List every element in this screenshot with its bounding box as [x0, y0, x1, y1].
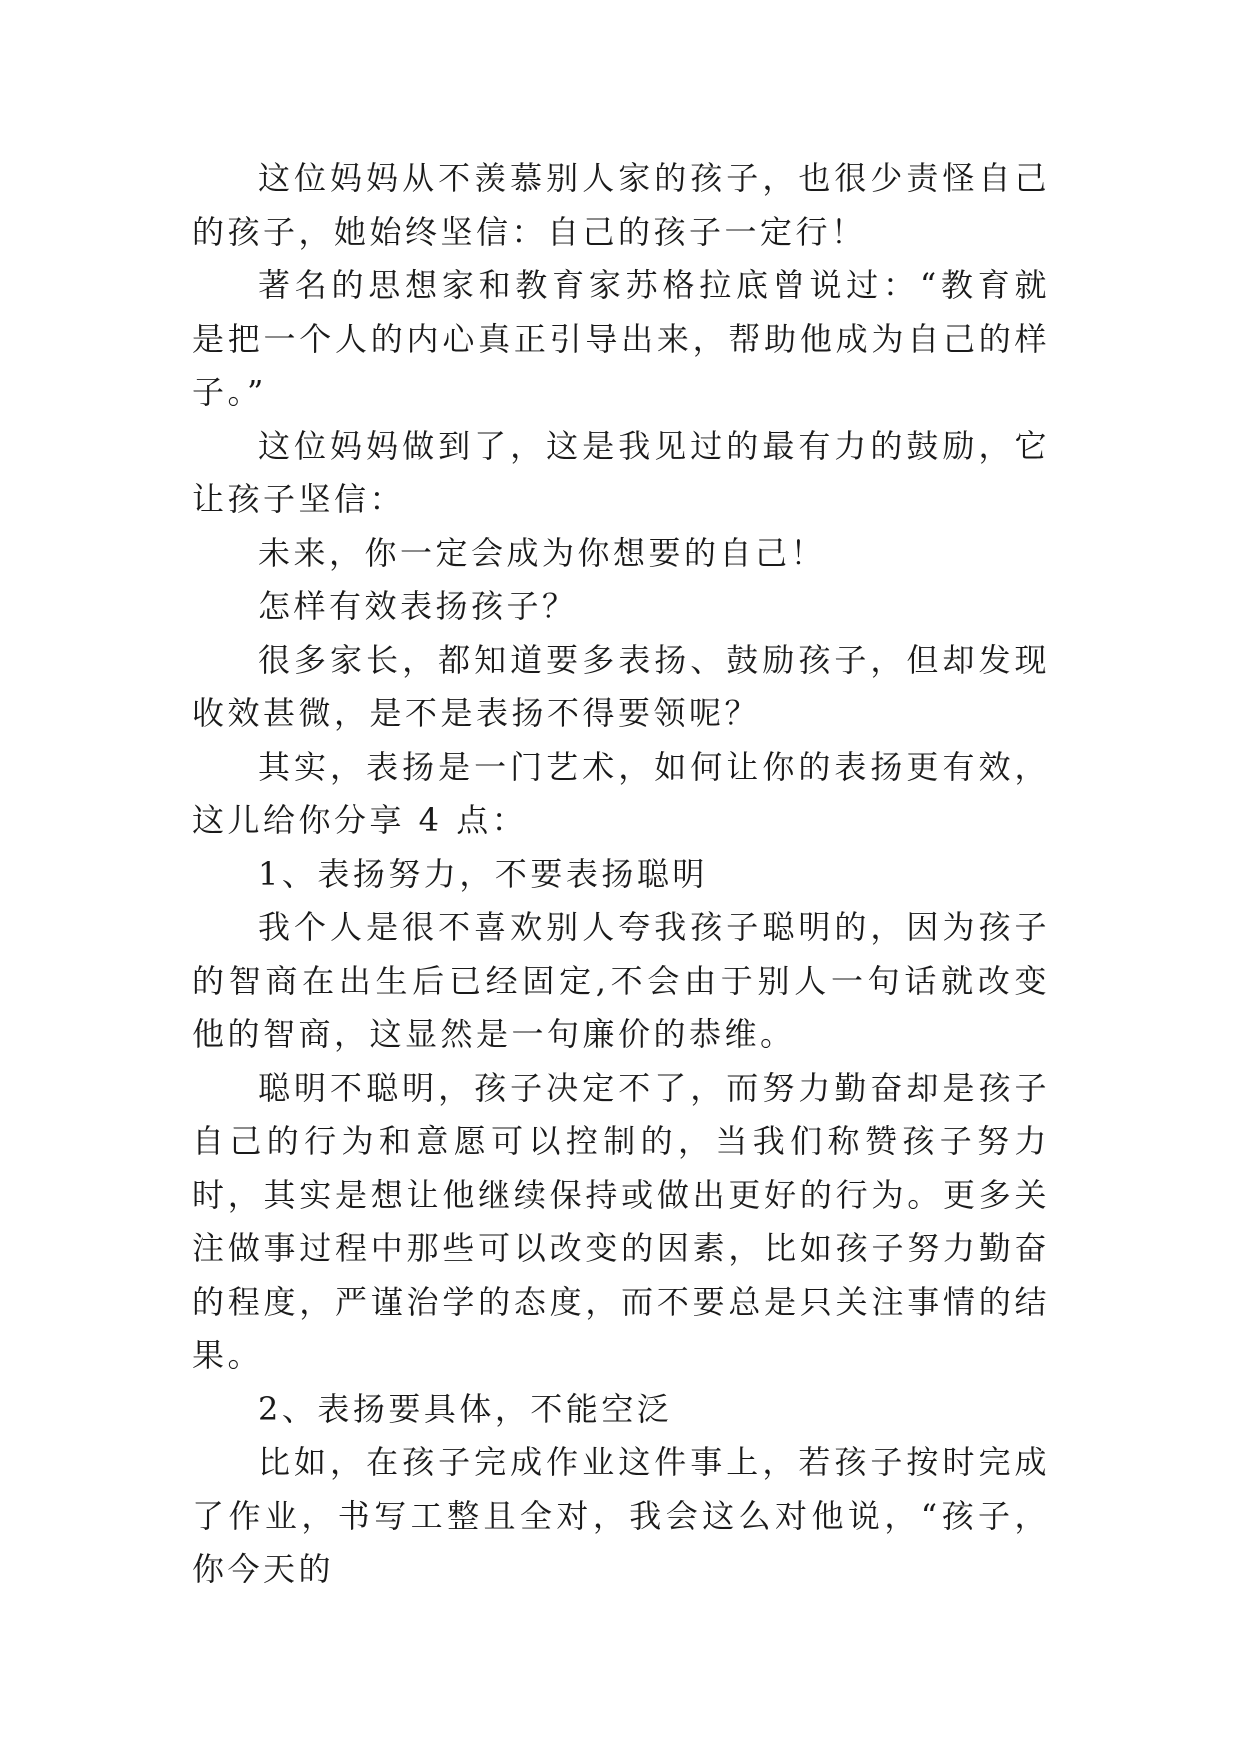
- paragraph-9: 我个人是很不喜欢别人夸我孩子聪明的，因为孩子的智商在出生后已经固定,不会由于别人一句话就改变他的智商，这显然是一句廉价的恭维。: [192, 908, 1050, 1053]
- document-page: [192, 152, 1050, 1597]
- paragraph-3: 这位妈妈做到了，这是我见过的最有力的鼓励，它让孩子坚信：: [192, 426, 1050, 518]
- point-1-heading: 1、表扬努力，不要表扬聪明: [258, 854, 708, 893]
- paragraph-12: 比如，在孩子完成作业这件事上，若孩子按时完成了作业，书写工整且全对，我会这么对他说，“孩子，你今天的: [192, 1443, 1050, 1588]
- point-2-heading: 2、表扬要具体，不能空泛: [258, 1389, 673, 1428]
- paragraph-1: 这位妈妈从不羡慕别人家的孩子，也很少责怪自己的孩子，她始终坚信：自己的孩子一定行！: [192, 159, 1050, 251]
- paragraph-10: 聪明不聪明，孩子决定不了，而努力勤奋却是孩子自己的行为和意愿可以控制的，当我们称赞孩子努力时，其实是想让他继续保持或做出更好的行为。更多关注做事过程中那些可以改变的因素，比如孩子努力勤奋的程度，严谨治学的态度，而不要总是只关注事情的结果。: [192, 1068, 1050, 1374]
- section-question-heading: 怎样有效表扬孩子？: [258, 587, 578, 625]
- paragraph-7: 其实，表扬是一门艺术，如何让你的表扬更有效，这儿给你分享 4 点：: [192, 747, 1050, 839]
- paragraph-6: 很多家长，都知道要多表扬、鼓励孩子，但却发现收效甚微，是不是表扬不得要领呢？: [192, 640, 1050, 732]
- paragraph-2: 著名的思想家和教育家苏格拉底曾说过：“教育就是把一个人的内心真正引导出来，帮助他成为自己的样子。”: [192, 266, 1050, 411]
- paragraph-4: 未来，你一定会成为你想要的自己！: [258, 533, 827, 572]
